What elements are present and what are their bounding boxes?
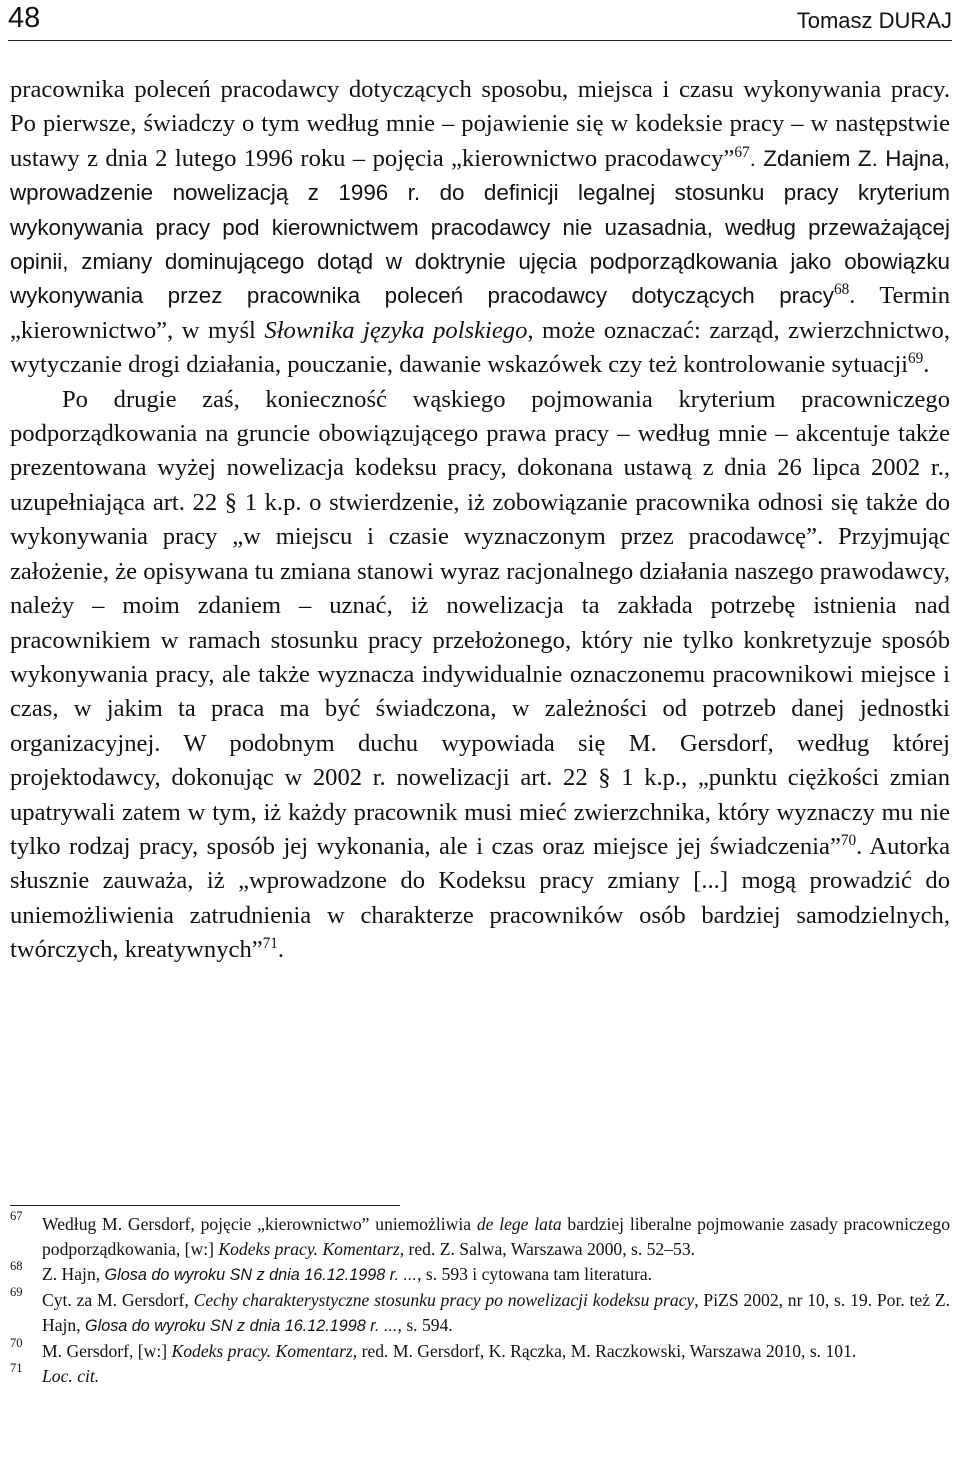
paragraph-2-text-c: . [277, 936, 285, 964]
footnote-70 [10, 1336, 950, 1364]
footnote-text: , red. M. Gersdorf, K. Rączka, M. Raczkowski, Warszawa 2010, s. 101. [352, 1341, 857, 1361]
footnote-number: 67 [10, 1209, 23, 1223]
footnote-number: 68 [10, 1259, 23, 1273]
footnote-text: Cyt. za M. Gersdorf, [42, 1290, 194, 1310]
main-text [10, 73, 950, 968]
footnotes [10, 1209, 951, 1389]
paragraph-1-text-a: pracownika poleceń pracodawcy dotyczących sposobu, miejsca i czasu wykonywania pracy. Po pierwsze, świadczy o tym według mnie – pojawienie się w kodeksie pracy – w następstwie ustawy z dnia 2 lutego 1996 roku – pojęcia „kierownictwo pracodawcy” [10, 76, 950, 172]
footnote-text: M. Gersdorf, [w:] [42, 1341, 172, 1361]
footnote-text: , s. 593 i cytowana tam literatura. [417, 1264, 653, 1284]
footnote-text: Według M. Gersdorf, pojęcie „kierownictwo” uniemożliwia [42, 1214, 477, 1234]
footnote-ref-68: 68 [833, 281, 850, 299]
footnote-number: 69 [10, 1285, 23, 1299]
paragraph-1-text-b: . Zdaniem Z. Hajna, wprowadzenie nowelizacją z 1996 r. do definicji legalnej stosunku pracy kryterium wykonywania pracy pod kierownictwem pracodawcy nie uzasadnia, według przeważającej opinii, zmiany dominującego dotąd w doktrynie ujęcia podporządkowania jako obowiązku wykonywania przez pracownika poleceń pracodawcy dotyczących pracy [10, 145, 951, 309]
footnote-italic: Loc. cit. [42, 1366, 100, 1386]
footnote-text: , s. 594. [397, 1315, 453, 1335]
footnote-ref-67: 67 [734, 143, 750, 161]
paragraph-2-text-a: Po drugie zaś, konieczność wąskiego pojmowania kryterium pracowniczego podporządkowania na gruncie obowiązującego prawa pracy – według mnie – akcentuje także prezentowana wyżej nowelizacja kodeksu pracy, dokonana ustawą z dnia 26 lipca 2002 r., uzupełniająca art. 22 § 1 k.p. o stwierdzenie, iż zobowiązanie pracownika odnosi się także do wykonywania pracy „w miejscu i czasie wyznaczonym przez pracodawcę”. Przyjmując założenie, że opisywana tu zmiana stanowi wyraz racjonalnego działania naszego prawodawcy, należy – moim zdaniem – uznać, iż nowelizacja ta zakłada potrzebę istnienia nad pracownikiem w ramach stosunku pracy przełożonego, który nie tylko konkretyzuje sposób wykonywania pracy, ale także wyznacza indywidualnie oznaczonemu pracownikowi miejsce i czas, w jakim ta praca ma być świadczona, w zależności od potrzeb danej jednostki organizacyjnej. W podobnym duchu wypowiada się M. Gersdorf, według której projektodawcy, dokonując w 2002 r. nowelizacji art. 22 § 1 k.p., „punktu ciężkości zmian upatrywali zatem w tym, iż każdy pracownik musi mieć zwierzchnika, który wyznaczy mu nie tylko rodzaj pracy, sposób jej wykonania, ale i czas oraz miejsce jej świadczenia” [10, 385, 950, 860]
footnote-text: bardziej liberalne pojmowanie zasady pracowniczego podporządkowania, [w:] [42, 1214, 951, 1259]
footnote-separator [10, 1205, 400, 1206]
footnote-text: , PiZS 2002, nr 10, s. 19. Por. też Z. Hajn, [42, 1290, 950, 1335]
footnote-italic: Glosa do wyroku SN z dnia 16.12.1998 r. ... [104, 1266, 418, 1284]
footnote-67 [10, 1209, 951, 1262]
footnote-italic: Cechy charakterystyczne stosunku pracy po nowelizacji kodeksu pracy [193, 1290, 695, 1310]
footnote-italic: Kodeks pracy. Komentarz [171, 1341, 353, 1361]
footnote-71 [10, 1361, 950, 1389]
paragraph-1-text-d: , może oznaczać: zarząd, zwierzchnictwo, wytyczanie drogi działania, pouczanie, dawanie wskazówek czy też kontrolowanie sytuacji [10, 316, 950, 379]
footnote-68 [10, 1259, 950, 1288]
paragraph-1-text-c: . Termin „kierownictwo”, w myśl [10, 282, 950, 344]
page-number: 48 [8, 2, 41, 34]
footnote-ref-69: 69 [907, 350, 924, 368]
footnote-number: 71 [10, 1361, 23, 1375]
footnote-italic: de lege lata [476, 1214, 562, 1234]
page-header [8, 0, 952, 41]
paragraph-1-text-e: . [923, 351, 930, 379]
paragraph-1 [10, 73, 950, 383]
footnote-italic: Kodeks pracy. Komentarz [218, 1239, 400, 1259]
footnote-number: 70 [10, 1336, 23, 1350]
footnote-69 [10, 1285, 950, 1339]
running-head-author: Tomasz DURAJ [796, 8, 952, 33]
footnote-ref-71: 71 [262, 935, 278, 953]
paragraph-2 [10, 383, 950, 968]
dictionary-title: Słownika języka polskiego [264, 316, 528, 344]
footnote-italic: Glosa do wyroku SN z dnia 16.12.1998 r. ... [85, 1317, 398, 1335]
paragraph-2-text-b: . Autorka słusznie zauważa, iż „wprowadzone do Kodeksu pracy zmiany [...] mogą prowadzić do uniemożliwienia zatrudnienia w charakterze pracowników osób bardziej samodzielnych, twórczych, kreatywnych” [10, 832, 951, 964]
footnote-text: Z. Hajn, [42, 1264, 105, 1284]
footnote-ref-70: 70 [840, 831, 857, 849]
footnote-text: , red. Z. Salwa, Warszawa 2000, s. 52–53. [399, 1239, 696, 1259]
